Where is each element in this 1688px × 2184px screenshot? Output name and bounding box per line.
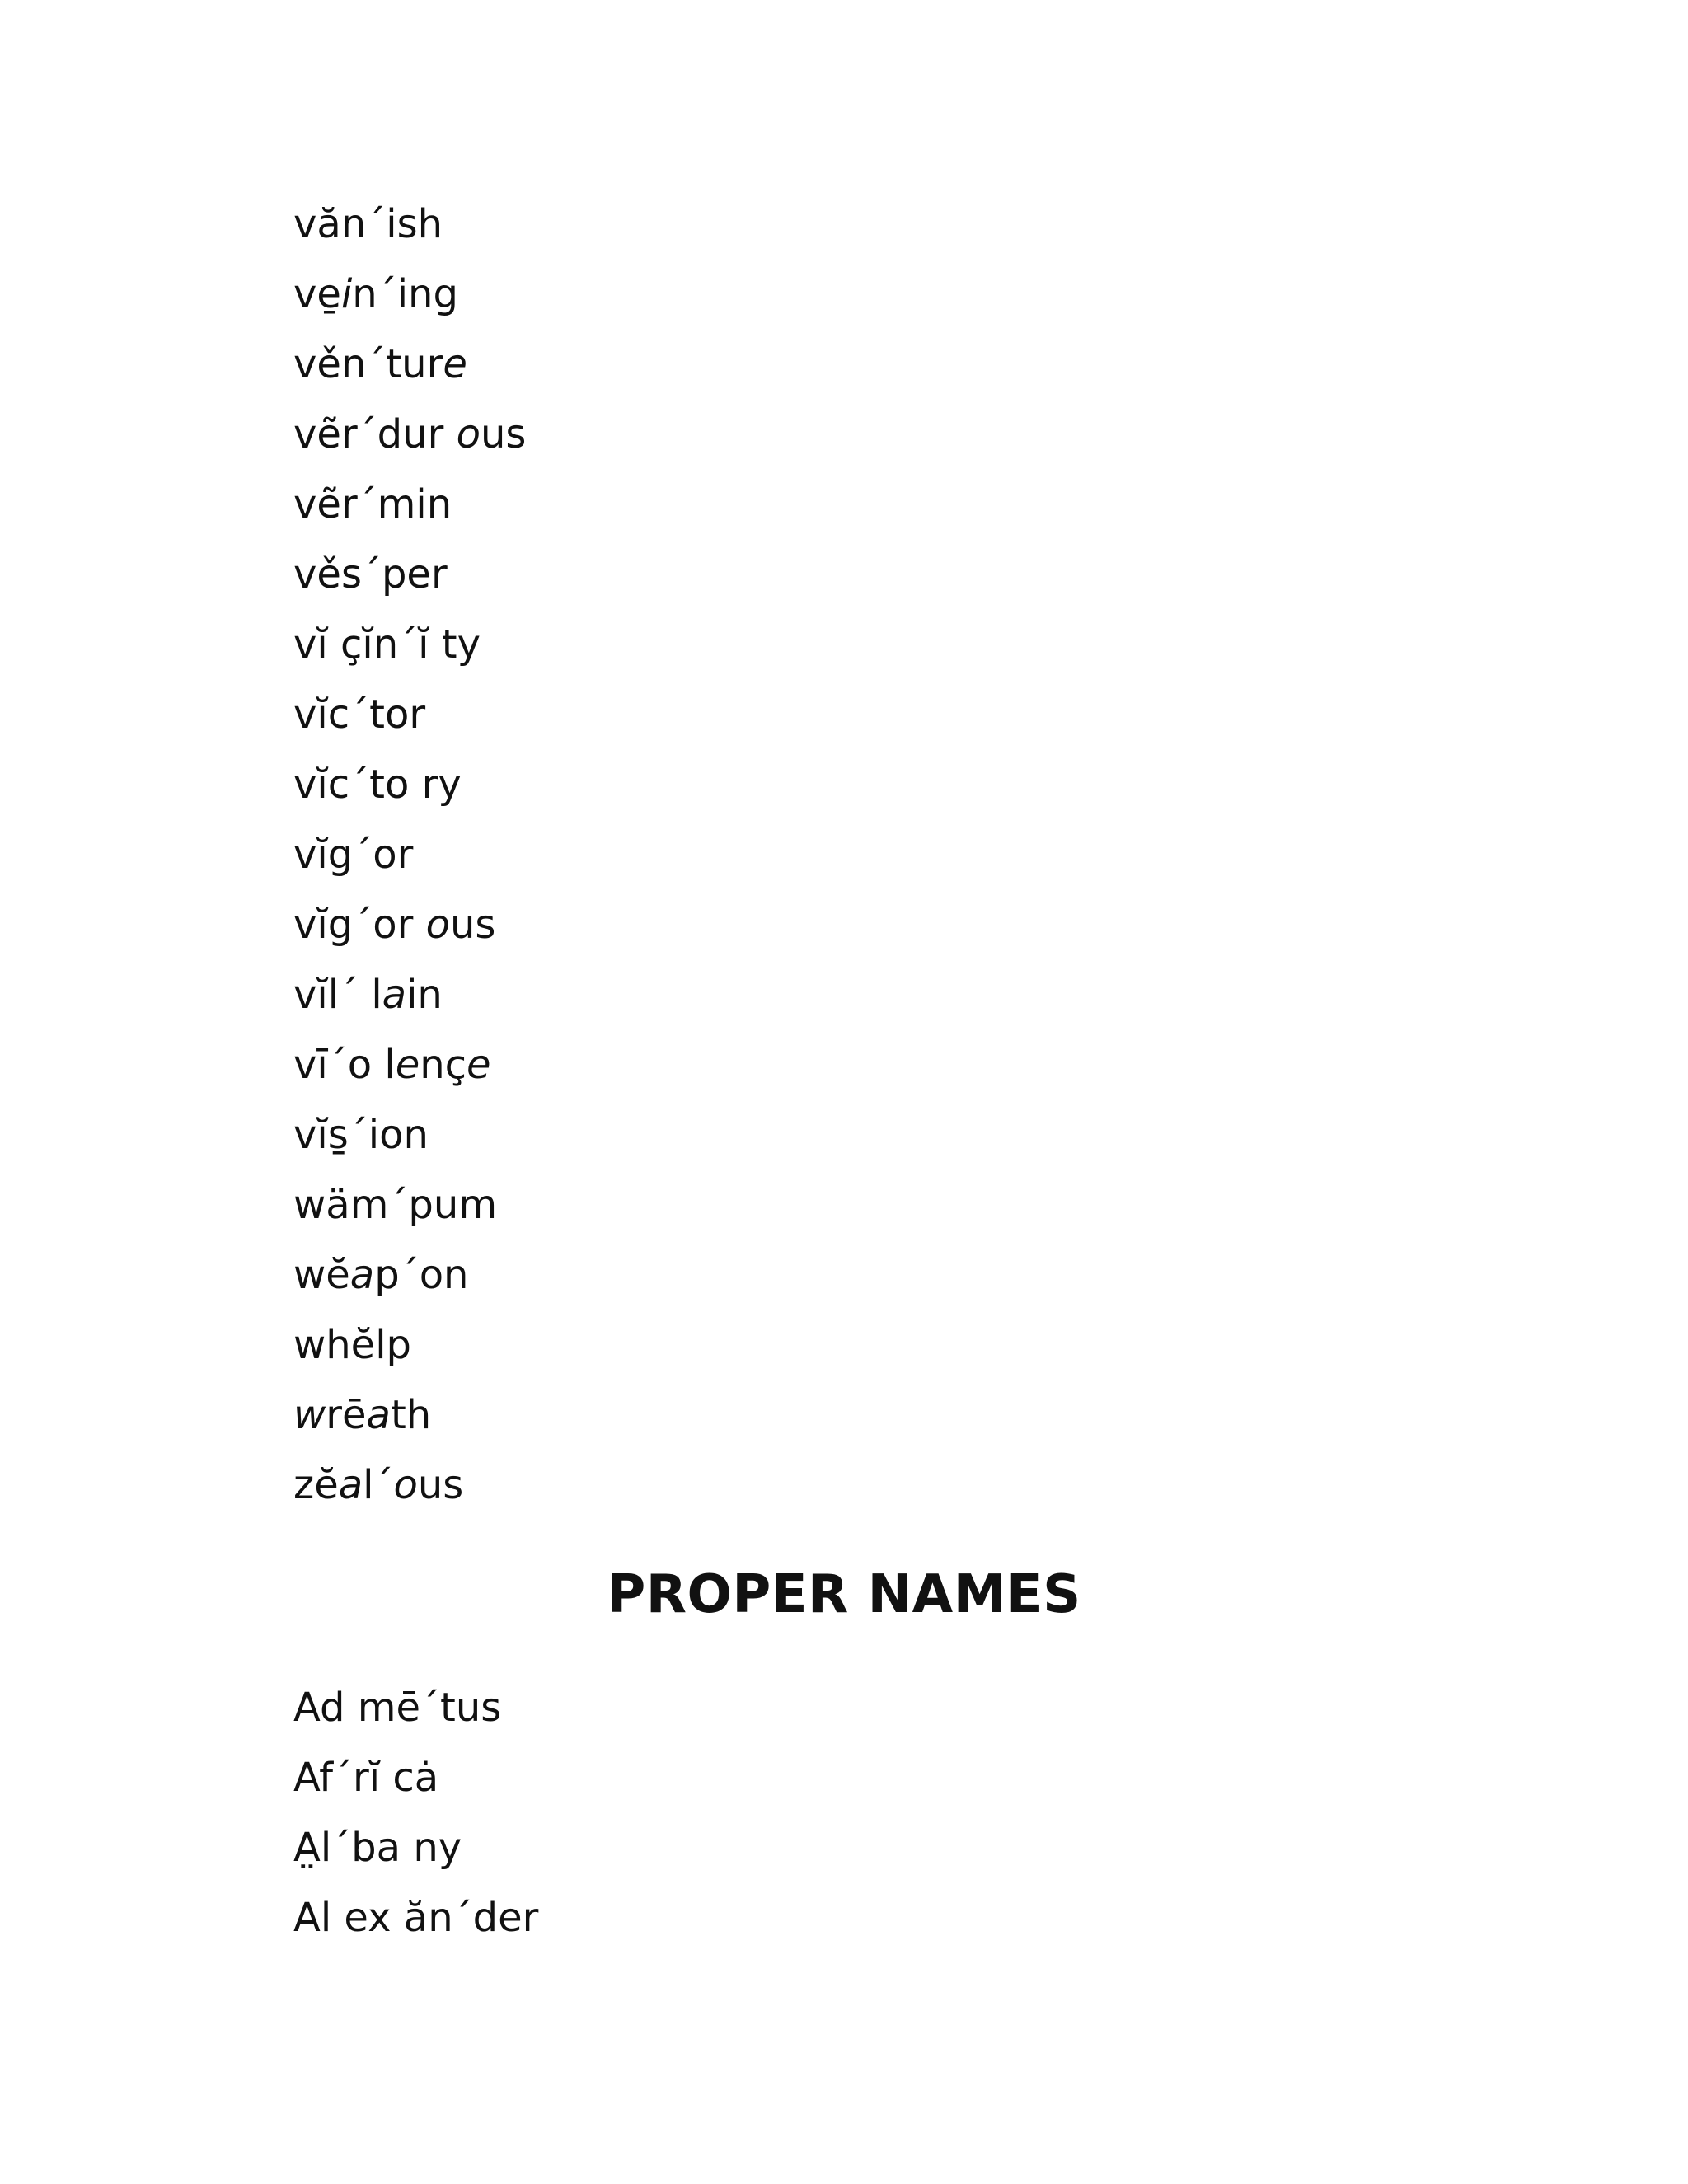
word-segment: us bbox=[449, 902, 496, 948]
word-segment: wĕ bbox=[293, 1252, 350, 1298]
word-list bbox=[293, 190, 526, 1521]
word-segment: th bbox=[390, 1392, 432, 1438]
word-entry bbox=[293, 960, 526, 1030]
word-segment: e bbox=[395, 1042, 420, 1088]
word-segment: vẽr´min bbox=[293, 481, 452, 527]
word-segment: o bbox=[393, 1462, 418, 1508]
word-segment: in bbox=[406, 972, 443, 1018]
word-segment: vĭg´or bbox=[293, 832, 414, 878]
word-segment: o bbox=[456, 411, 481, 457]
word-segment: vĭc´tor bbox=[293, 691, 426, 738]
word-entry bbox=[293, 1170, 526, 1240]
word-entry bbox=[293, 680, 526, 750]
word-segment: a bbox=[366, 1392, 391, 1438]
word-segment: l´ bbox=[363, 1462, 394, 1508]
proper-name-entry bbox=[293, 1673, 538, 1743]
proper-name-entry bbox=[293, 1743, 538, 1813]
word-entry bbox=[293, 400, 526, 470]
word-entry bbox=[293, 1240, 526, 1310]
word-segment: zĕ bbox=[293, 1462, 339, 1508]
word-segment: vĭ çĭn´ĭ ty bbox=[293, 621, 481, 668]
word-segment: věs´per bbox=[293, 551, 448, 598]
word-entry bbox=[293, 750, 526, 820]
word-segment: o bbox=[425, 902, 450, 948]
word-segment: us bbox=[417, 1462, 464, 1508]
proper-names-list bbox=[293, 1673, 538, 1953]
word-segment: rē bbox=[326, 1392, 367, 1438]
word-segment: e bbox=[467, 1042, 491, 1088]
word-segment: vĭg´or bbox=[293, 902, 426, 948]
word-segment: vĭl´ l bbox=[293, 972, 382, 1018]
word-segment: Af´rĭ cȧ bbox=[293, 1755, 439, 1801]
word-segment: ve̱ bbox=[293, 271, 341, 317]
word-segment: w bbox=[293, 1392, 326, 1438]
word-segment: wäm´pum bbox=[293, 1182, 498, 1228]
word-segment: věn´tur bbox=[293, 341, 443, 387]
word-entry bbox=[293, 190, 526, 260]
word-entry bbox=[293, 540, 526, 610]
word-entry bbox=[293, 820, 526, 890]
word-segment: Ad mē´tus bbox=[293, 1685, 502, 1731]
word-segment: a bbox=[349, 1252, 375, 1298]
word-entry bbox=[293, 610, 526, 680]
word-entry bbox=[293, 1030, 526, 1100]
word-segment: văn´ish bbox=[293, 201, 443, 247]
word-segment: whĕlp bbox=[293, 1322, 412, 1368]
section-heading: PROPER NAMES bbox=[607, 1564, 1081, 1625]
word-segment: n´ing bbox=[352, 271, 458, 317]
word-segment: i bbox=[340, 271, 353, 317]
word-segment: nç bbox=[420, 1042, 467, 1088]
word-entry bbox=[293, 470, 526, 540]
word-entry bbox=[293, 1310, 526, 1380]
word-entry bbox=[293, 330, 526, 400]
word-segment: vī´o l bbox=[293, 1042, 396, 1088]
word-segment: a bbox=[338, 1462, 363, 1508]
word-entry bbox=[293, 260, 526, 330]
word-segment: vĭc´to ry bbox=[293, 762, 462, 808]
word-segment: e bbox=[443, 341, 467, 387]
word-segment: a bbox=[382, 972, 407, 1018]
proper-name-entry bbox=[293, 1883, 538, 1953]
proper-name-entry bbox=[293, 1813, 538, 1883]
word-segment: p´on bbox=[374, 1252, 469, 1298]
word-segment: us bbox=[480, 411, 527, 457]
word-segment: vĭs̱´ion bbox=[293, 1112, 429, 1158]
word-entry bbox=[293, 1380, 526, 1451]
word-segment: Al ex ăn´der bbox=[293, 1895, 539, 1941]
word-segment: A̤l´ba ny bbox=[293, 1825, 462, 1871]
word-segment: vẽr´dur bbox=[293, 411, 457, 457]
word-entry bbox=[293, 1100, 526, 1170]
word-entry bbox=[293, 890, 526, 960]
word-entry bbox=[293, 1451, 526, 1521]
